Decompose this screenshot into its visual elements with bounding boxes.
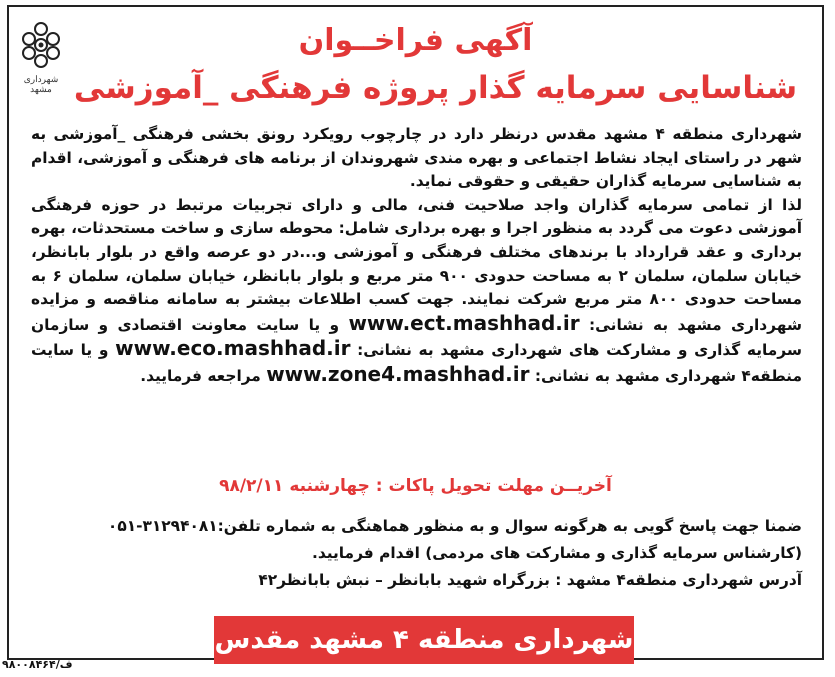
body-text-c: و یا سایت منطقه۴ شهرداری مشهد به نشانی: [31,341,802,385]
body-text-a: لذا از تمامی سرمایه گذاران واجد صلاحیت فنی، مالی و دارای تجربیات مرتبط در حوزه فرهنگی آموزشی دعوت می گردد به منظور اجرا و بهره برداری شامل: محوطه سازی و ساخت مستحدثات، بهره برداری و عقد قرارداد با برندهای مختلف فرهنگی و آموزشی و...در دو عرصه واقع در بلوار بابانظر، خیابان سلمان، سلمان ۲ به مساحت حدودی ۹۰۰ متر مربع و بلوار بابانظر، خیابان سلمان، سلمان ۶ به مساحت حدودی ۸۰۰ متر مربع شرکت نمایند. جهت کسب اطلاعات بیشتر به سامانه مناقصه و مزایده شهرداری مشهد به نشانی: [31,195,803,334]
deadline-text: آخریــن مهلت تحویل پاکات : چهارشنبه ۹۸/۲/۱۱ [219,476,612,496]
body-paragraph-1: شهرداری منطقه ۴ مشهد مقدس درنظر دارد در چارچوب رویکرد رونق بخشی فرهنگی _آموزشی به شهر در راستای ایجاد نشاط اجتماعی و بهره مندی شهروندان از برنامه های فرهنگی و آموزشی، اقدام به شناسایی سرمایه گذاران حقیقی و حقوقی نماید. [31,125,802,191]
notice-title: آگهی فراخــوان [298,23,533,58]
ect-url-link[interactable]: www.ect.mashhad.ir [348,310,580,335]
notice-subtitle: شناسایی سرمایه گذار پروژه فرهنگی _آموزشی [73,70,798,106]
body-text-b: و یا سایت معاونت اقتصادی و سازمان سرمایه گذاری و مشارکت های شهرداری مشهد به نشانی: [31,315,803,360]
contact-address-line: آدرس شهرداری منطقه۴ مشهد : بزرگراه شهید بابانظر – نبش بابانظر۴۲ [258,571,802,589]
body-text-d: مراجعه فرمایید. [140,366,261,385]
contact-role-line: (کارشناس سرمایه گذاری و مشارکت های مردمی) اقدام فرمایید. [311,544,802,562]
notice-body [31,123,802,389]
contact-section [31,513,802,594]
logo [17,19,65,99]
contact-phone-line: ضمنا جهت پاسخ گویی به هرگونه سوال و به منظور هماهنگی به شماره تلفن:۳۱۲۹۴۰۸۱-۰۵۱ [107,517,802,535]
logo-caption: شهرداری مشهد [23,75,59,95]
municipality-emblem-icon [17,19,65,71]
eco-url-link[interactable]: www.eco.mashhad.ir [115,336,351,361]
notice-code: ۹۸۰۰۸۴۶۴/ف [2,658,73,671]
zone4-url-link[interactable]: www.zone4.mashhad.ir [266,361,530,386]
footer-banner: شهرداری منطقه ۴ مشهد مقدس [214,616,634,664]
body-paragraph-2 [31,194,802,389]
notice-frame [7,5,824,660]
